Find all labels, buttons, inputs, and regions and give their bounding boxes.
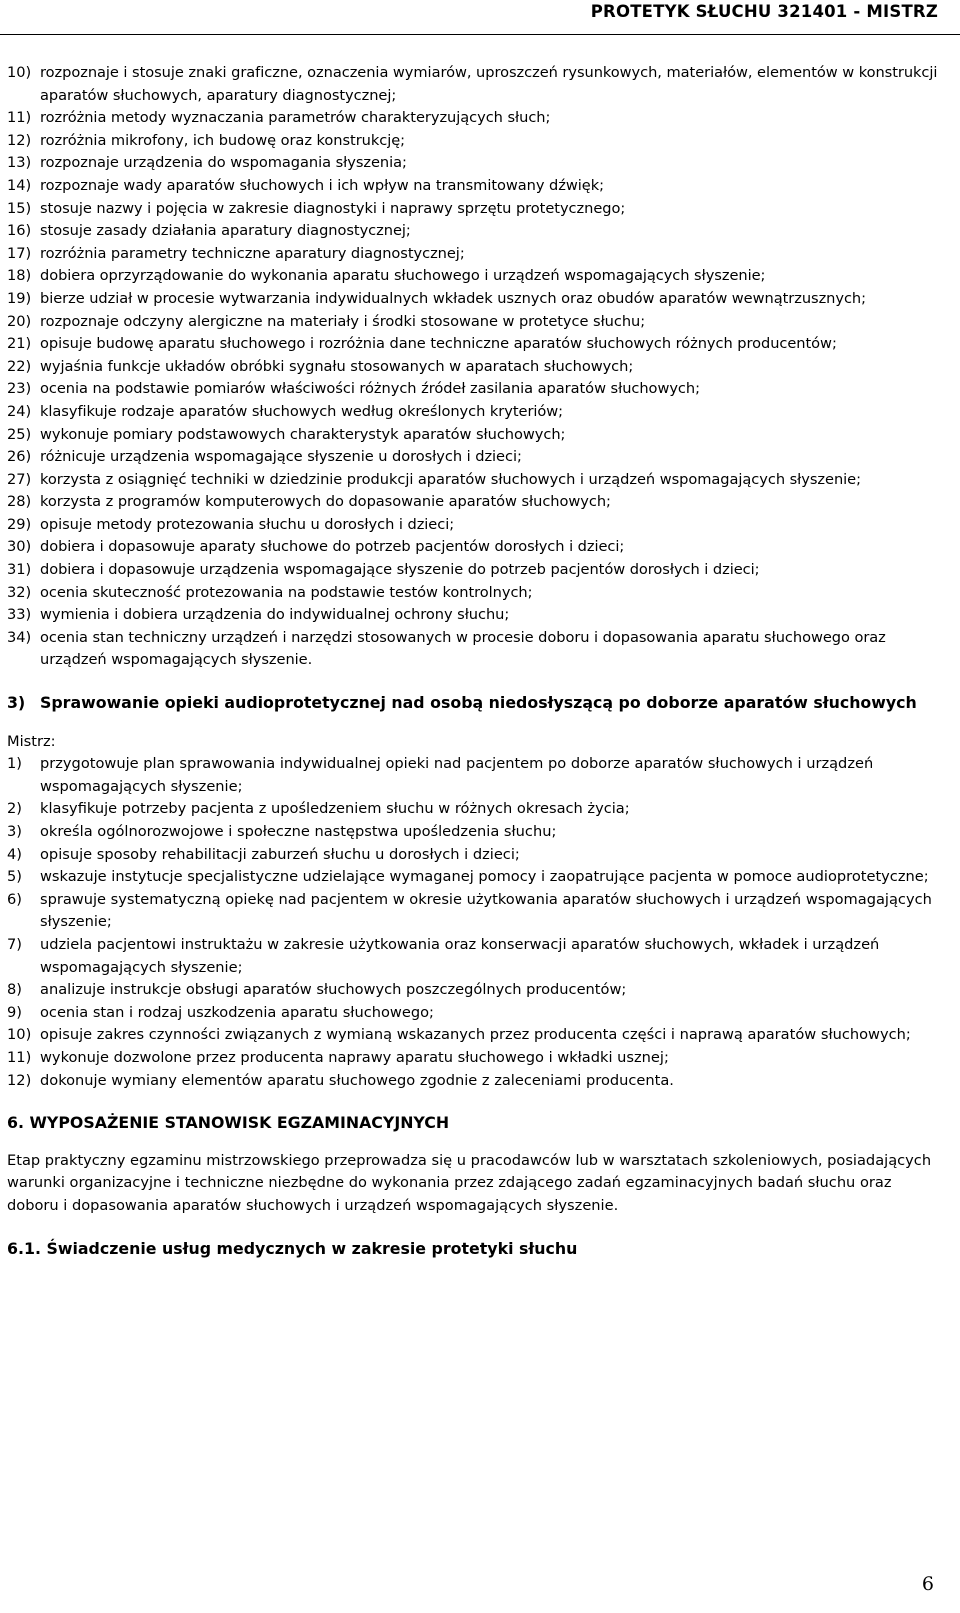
list-item (7, 866, 942, 889)
list-item-text: korzysta z osiągnięć techniki w dziedzinie produkcji aparatów słuchowych i urządzeń wspomagających słyszenie; (40, 470, 861, 488)
list-item (7, 491, 942, 514)
mistrz-label: Mistrz: (7, 732, 56, 750)
list-item (7, 198, 942, 221)
list-item-number: 10) (7, 1026, 32, 1044)
list-item-number: 21) (7, 335, 32, 353)
list-item-text: korzysta z programów komputerowych do dopasowanie aparatów słuchowych; (40, 493, 611, 511)
section-3-heading (7, 692, 942, 715)
list-item (7, 821, 942, 844)
list-item-text: opisuje budowę aparatu słuchowego i rozróżnia dane techniczne aparatów słuchowych różnych producentów; (40, 335, 837, 353)
list-item-number: 14) (7, 176, 32, 194)
list-item (7, 798, 942, 821)
list-item-number: 25) (7, 425, 32, 443)
list-item-text: rozróżnia mikrofony, ich budowę oraz konstrukcję; (40, 131, 406, 149)
list-item-text: opisuje metody protezowania słuchu u dorosłych i dzieci; (40, 515, 455, 533)
list-item-text: dokonuje wymiany elementów aparatu słuchowego zgodnie z zaleceniami producenta. (40, 1071, 674, 1089)
list-item (7, 1002, 942, 1025)
list-item (7, 356, 942, 379)
list-item-number: 2) (7, 800, 22, 818)
list-item-text: wymienia i dobiera urządzenia do indywidualnej ochrony słuchu; (40, 606, 510, 624)
list-item-number: 31) (7, 561, 32, 579)
list-item-text: klasyfikuje potrzeby pacjenta z upośledzeniem słuchu w różnych okresach życia; (40, 800, 630, 818)
list-item-text: sprawuje systematyczną opiekę nad pacjentem w okresie użytkowania aparatów słuchowych i urządzeń wspomagających słyszenie; (40, 890, 932, 931)
list-item-text: rozróżnia parametry techniczne aparatury diagnostycznej; (40, 244, 465, 262)
skills-list-b (7, 753, 942, 1092)
list-item (7, 1070, 942, 1093)
list-item-number: 27) (7, 470, 32, 488)
list-item-text: rozpoznaje odczyny alergiczne na materiały i środki stosowane w protetyce słuchu; (40, 312, 646, 330)
skills-list-a (7, 62, 942, 672)
list-item-number: 24) (7, 402, 32, 420)
list-item-number: 11) (7, 109, 32, 127)
list-item (7, 130, 942, 153)
list-item (7, 333, 942, 356)
document-body (7, 62, 942, 1260)
list-item (7, 469, 942, 492)
list-item-number: 23) (7, 380, 32, 398)
list-item-number: 16) (7, 222, 32, 240)
section-6-paragraph: Etap praktyczny egzaminu mistrzowskiego przeprowadza się u pracodawców lub w warsztatach szkoleniowych, posiadających warunki organizacyjne i techniczne niezbędne do wykonania przez zdającego zadań egzaminacyjnych badań słuchu oraz doboru i dopasowania aparatów słuchowych i urządzeń wspomagających słyszenie. (7, 1151, 932, 1214)
list-item-text: ocenia na podstawie pomiarów właściwości różnych źródeł zasilania aparatów słuchowych; (40, 380, 700, 398)
list-item-number: 32) (7, 583, 32, 601)
list-item (7, 378, 942, 401)
list-item (7, 220, 942, 243)
list-item-number: 11) (7, 1048, 32, 1066)
list-item (7, 446, 942, 469)
list-item-text: rozróżnia metody wyznaczania parametrów charakteryzujących słuch; (40, 109, 551, 127)
list-item-number: 3) (7, 823, 22, 840)
section-6-heading: 6. WYPOSAŻENIE STANOWISK EGZAMINACYJNYCH (7, 1113, 450, 1133)
list-item-text: ocenia stan techniczny urządzeń i narzędzi stosowanych w procesie doboru i dopasowania aparatu słuchowego oraz urządzeń wspomagających słyszenie. (40, 628, 886, 669)
list-item-number: 33) (7, 606, 32, 624)
list-item-text: rozpoznaje i stosuje znaki graficzne, oznaczenia wymiarów, uproszczeń rysunkowych, materiałów, elementów w konstrukcji aparatów słuchowych, aparatury diagnostycznej; (40, 64, 938, 104)
list-item (7, 514, 942, 537)
list-item (7, 152, 942, 175)
list-item-text: stosuje nazwy i pojęcia w zakresie diagnostyki i naprawy sprzętu protetycznego; (40, 199, 626, 217)
list-item (7, 424, 942, 447)
list-item-text: ocenia skuteczność protezowania na podstawie testów kontrolnych; (40, 583, 533, 601)
list-item (7, 265, 942, 288)
list-item-number: 18) (7, 267, 32, 285)
list-item-text: opisuje sposoby rehabilitacji zaburzeń słuchu u dorosłych i dzieci; (40, 845, 520, 863)
list-item-number: 29) (7, 515, 32, 533)
list-item-text: bierze udział w procesie wytwarzania indywidualnych wkładek usznych oraz obudów aparatów wewnątrzusznych; (40, 289, 867, 307)
list-item-number: 7) (7, 935, 22, 953)
list-item-number: 28) (7, 493, 32, 511)
list-item-text: dobiera oprzyrządowanie do wykonania aparatu słuchowego i urządzeń wspomagających słyszenie; (40, 267, 766, 285)
list-item-number: 10) (7, 64, 32, 81)
list-item (7, 175, 942, 198)
list-item (7, 604, 942, 627)
list-item-number: 20) (7, 312, 32, 330)
list-item (7, 288, 942, 311)
list-item-text: udziela pacjentowi instruktażu w zakresie użytkowania oraz konserwacji aparatów słuchowych, wkładek i urządzeń wspomagających słyszenie; (40, 935, 880, 976)
list-item-text: dobiera i dopasowuje urządzenia wspomagające słyszenie do potrzeb pacjentów dorosłych i dzieci; (40, 561, 760, 579)
section-3-number: 3) (7, 693, 26, 713)
list-item (7, 582, 942, 605)
list-item-number: 34) (7, 628, 32, 646)
list-item (7, 1047, 942, 1070)
list-item-number: 6) (7, 890, 22, 908)
section-6-1-heading: 6.1. Świadczenie usług medycznych w zakresie protetyki słuchu (7, 1238, 578, 1258)
list-item-number: 12) (7, 131, 32, 149)
list-item-text: wykonuje dozwolone przez producenta naprawy aparatu słuchowego i wkładki usznej; (40, 1048, 669, 1066)
header-rule (0, 34, 960, 35)
list-item-number: 12) (7, 1071, 32, 1089)
list-item (7, 401, 942, 424)
list-item (7, 536, 942, 559)
list-item-text: określa ogólnorozwojowe i społeczne następstwa upośledzenia słuchu; (40, 823, 557, 840)
list-item-text: klasyfikuje rodzaje aparatów słuchowych według określonych kryteriów; (40, 402, 564, 420)
list-item (7, 934, 942, 979)
list-item-number: 17) (7, 244, 32, 262)
list-item (7, 311, 942, 334)
list-item-number: 9) (7, 1003, 22, 1021)
list-item (7, 979, 942, 1002)
list-item-text: analizuje instrukcje obsługi aparatów słuchowych poszczególnych producentów; (40, 981, 627, 999)
list-item (7, 107, 942, 130)
list-item-text: wyjaśnia funkcje układów obróbki sygnału stosowanych w aparatach słuchowych; (40, 357, 634, 375)
list-item-text: wskazuje instytucje specjalistyczne udzielające wymaganej pomocy i zaopatrujące pacjenta w pomoce audioprotetyczne; (40, 868, 929, 886)
list-item-text: rozpoznaje wady aparatów słuchowych i ich wpływ na transmitowany dźwięk; (40, 176, 604, 194)
list-item (7, 889, 942, 934)
list-item-number: 26) (7, 448, 32, 466)
list-item-number: 8) (7, 981, 22, 999)
list-item-number: 19) (7, 289, 32, 307)
list-item-text: wykonuje pomiary podstawowych charakterystyk aparatów słuchowych; (40, 425, 566, 443)
list-item-text: dobiera i dopasowuje aparaty słuchowe do potrzeb pacjentów dorosłych i dzieci; (40, 538, 625, 556)
page-header-title: PROTETYK SŁUCHU 321401 - MISTRZ (590, 2, 938, 21)
list-item-text: stosuje zasady działania aparatury diagnostycznej; (40, 222, 411, 240)
list-item (7, 559, 942, 582)
list-item (7, 243, 942, 266)
list-item (7, 62, 942, 107)
list-item-text: ocenia stan i rodzaj uszkodzenia aparatu słuchowego; (40, 1003, 434, 1021)
list-item-text: opisuje zakres czynności związanych z wymianą wskazanych przez producenta części i naprawą aparatów słuchowych; (40, 1026, 911, 1044)
list-item-number: 5) (7, 868, 22, 886)
list-item-number: 15) (7, 199, 32, 217)
list-item-text: rozpoznaje urządzenia do wspomagania słyszenia; (40, 154, 407, 172)
list-item (7, 753, 942, 798)
list-item (7, 1024, 942, 1047)
list-item-text: różnicuje urządzenia wspomagające słyszenie u dorosłych i dzieci; (40, 448, 522, 466)
list-item-number: 4) (7, 845, 22, 863)
list-item-number: 22) (7, 357, 32, 375)
page-number: 6 (921, 1573, 934, 1595)
list-item-number: 13) (7, 154, 32, 172)
list-item-text: przygotowuje plan sprawowania indywidualnej opieki nad pacjentem po doborze aparatów słuchowych i urządzeń wspomagających słyszenie; (40, 755, 874, 795)
list-item (7, 627, 942, 672)
list-item (7, 844, 942, 867)
list-item-number: 30) (7, 538, 32, 556)
section-3-title: Sprawowanie opieki audioprotetycznej nad osobą niedosłyszącą po doborze aparatów słuchowych (40, 693, 917, 713)
list-item-number: 1) (7, 755, 22, 773)
